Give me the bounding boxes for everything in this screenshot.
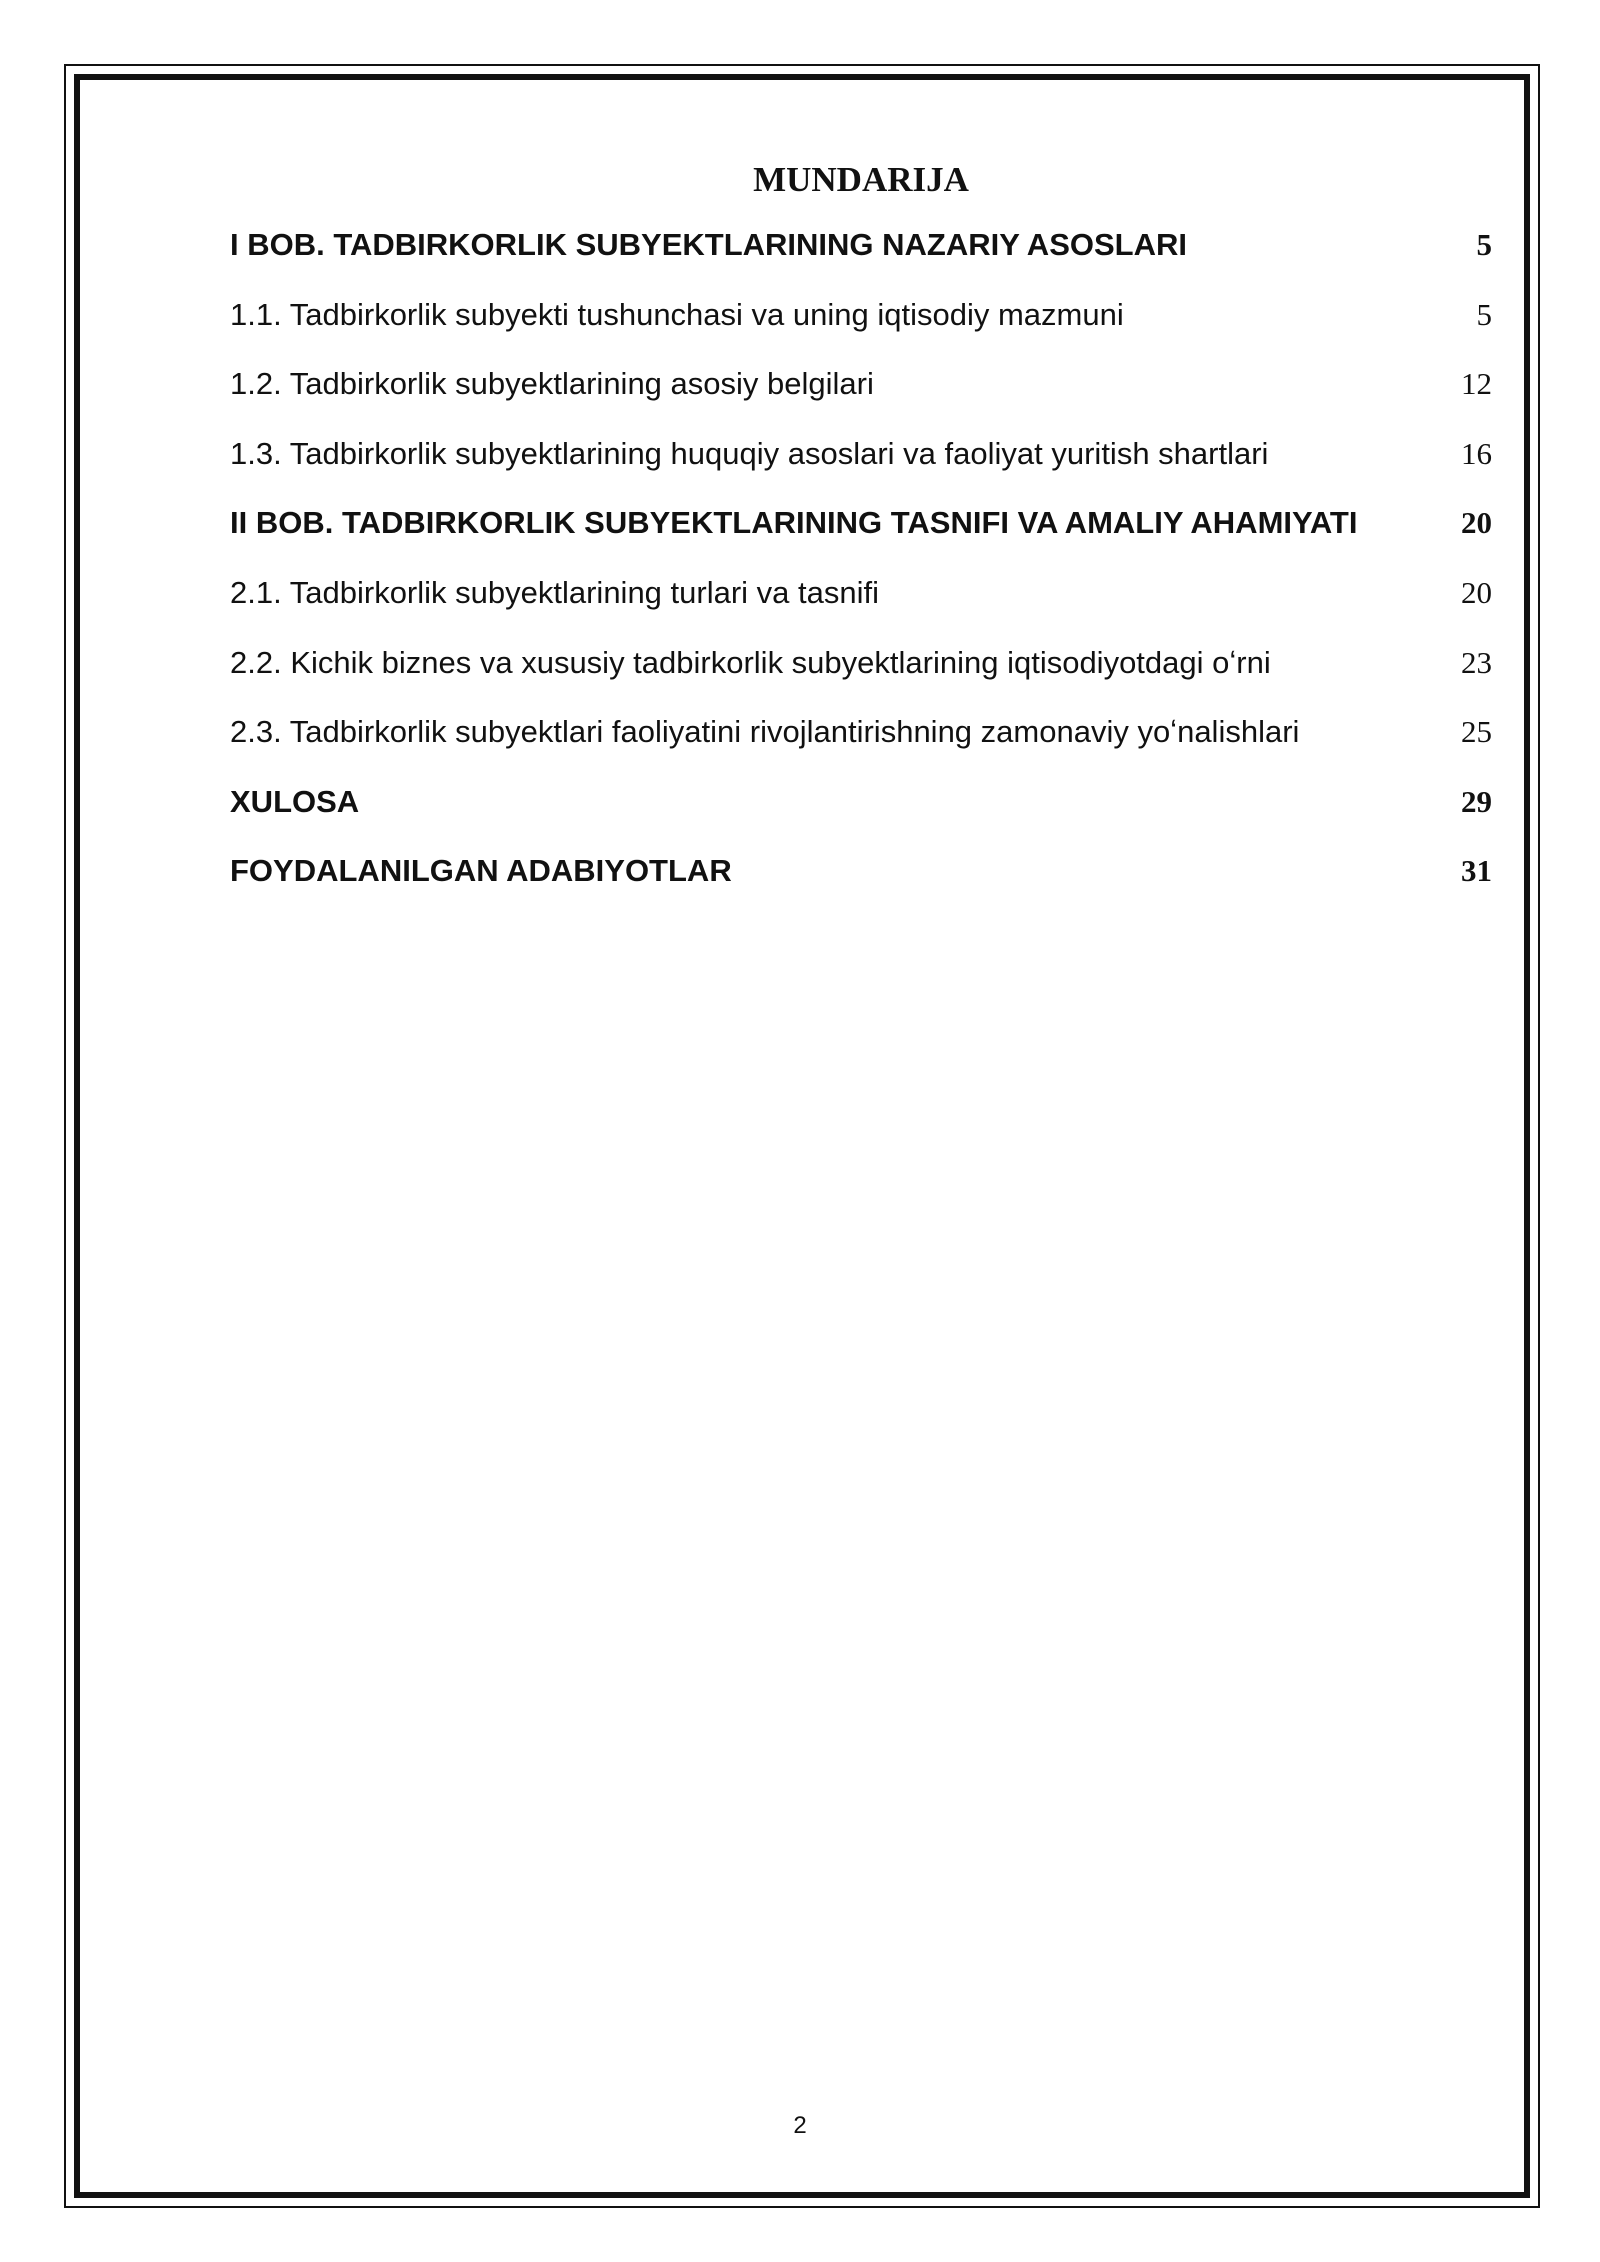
toc-container <box>230 150 1492 906</box>
toc-entry-section-1-1[interactable] <box>230 280 1492 350</box>
toc-entry-page: 12 <box>1461 366 1492 402</box>
toc-entry-section-2-1[interactable] <box>230 558 1492 628</box>
toc-list <box>230 210 1492 906</box>
toc-entry-references[interactable] <box>230 836 1492 906</box>
toc-entry-page: 20 <box>1461 505 1492 541</box>
toc-entry-label: 2.1. Tadbirkorlik subyektlarining turlari va tasnifi <box>230 574 880 610</box>
page-number: 2 <box>793 2112 807 2139</box>
toc-entry-label: 2.2. Kichik biznes va xususiy tadbirkorlik subyektlarining iqtisodiyotdagi oʻrni <box>230 644 1271 680</box>
toc-entry-chapter-1[interactable] <box>230 210 1492 280</box>
toc-entry-page: 25 <box>1461 714 1492 750</box>
toc-entry-page: 16 <box>1461 435 1492 471</box>
toc-entry-section-2-3[interactable] <box>230 697 1492 767</box>
toc-entry-page: 5 <box>1476 227 1492 262</box>
toc-entry-conclusion[interactable] <box>230 767 1492 837</box>
toc-entry-chapter-2[interactable] <box>230 488 1492 558</box>
toc-entry-label: XULOSA <box>230 783 360 819</box>
toc-entry-label: 1.3. Tadbirkorlik subyektlarining huquqiy asoslari va faoliyat yuritish shartlari <box>230 435 1269 471</box>
toc-entry-section-1-2[interactable] <box>230 349 1492 419</box>
page-title: MUNDARIJA <box>753 160 969 199</box>
toc-entry-label: I BOB. TADBIRKORLIK SUBYEKTLARINING NAZARIY ASOSLARI <box>230 227 1187 262</box>
toc-entry-page: 5 <box>1476 296 1492 332</box>
toc-entry-label: 1.1. Tadbirkorlik subyekti tushunchasi va uning iqtisodiy mazmuni <box>230 296 1124 332</box>
toc-entry-page: 31 <box>1461 853 1492 889</box>
toc-entry-label: II BOB. TADBIRKORLIK SUBYEKTLARINING TASNIFI VA AMALIY AHAMIYATI <box>230 505 1358 541</box>
toc-entry-section-2-2[interactable] <box>230 628 1492 698</box>
toc-entry-page: 23 <box>1461 644 1492 680</box>
toc-entry-page: 20 <box>1461 574 1492 610</box>
toc-entry-label: FOYDALANILGAN ADABIYOTLAR <box>230 853 732 889</box>
toc-entry-section-1-3[interactable] <box>230 419 1492 489</box>
toc-entry-label: 1.2. Tadbirkorlik subyektlarining asosiy belgilari <box>230 366 874 402</box>
toc-entry-label: 2.3. Tadbirkorlik subyektlari faoliyatini rivojlantirishning zamonaviy yoʻnalishlari <box>230 714 1300 750</box>
toc-entry-page: 29 <box>1461 783 1492 819</box>
